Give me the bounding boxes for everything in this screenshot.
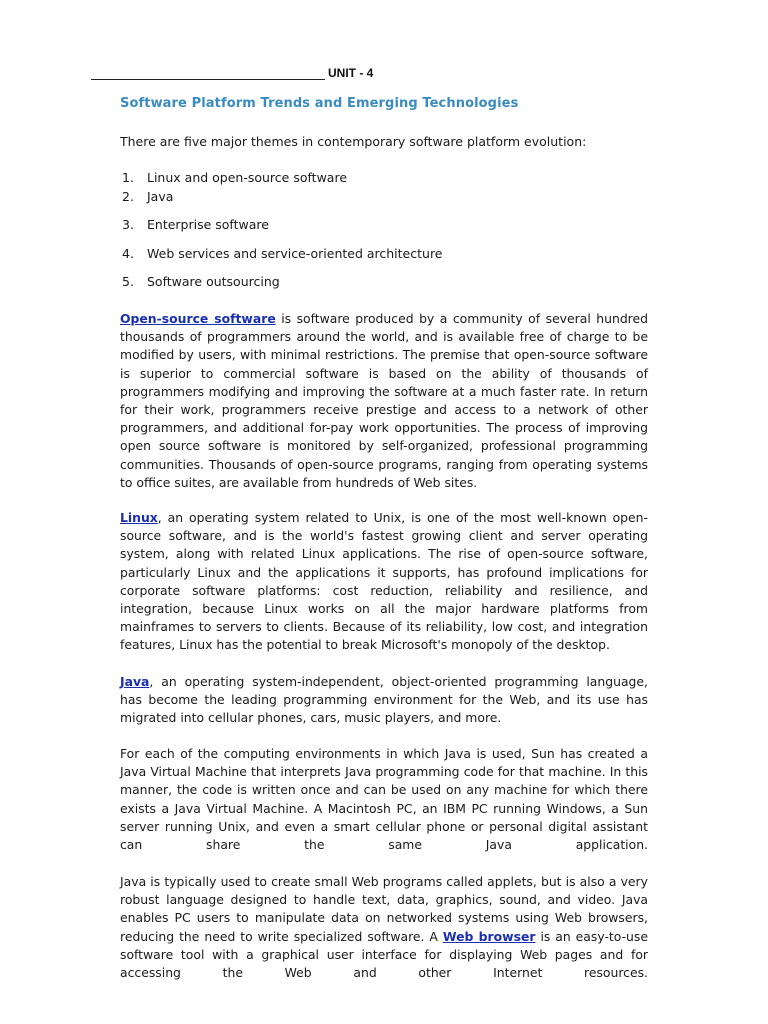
list-item-number: 5. xyxy=(122,274,134,289)
paragraph-text: is software produced by a community of several hundred thousands of programmers around the world, and is available free of charge to be modified by users, with minimal restrictions. The premise that open-source software is superior to commercial software is based on the ability of thousands of programmers modifying and improving the software at a much faster rate. In return for their work, programmers receive prestige and access to a network of other programmers, and additional for-pay work opportunities. The process of improving open source software is monitored by self-organized, professional programming communities. Thousands of open-source programs, ranging from operating systems to office suites, are available from hundreds of Web sites. xyxy=(120,311,648,490)
list-item-number: 2. xyxy=(122,189,134,204)
linux-link[interactable]: Linux xyxy=(120,510,158,525)
list-item xyxy=(120,246,443,261)
paragraph-text: Java is typically used to create small Web programs called applets, but is also a very robust language designed to handle text, data, graphics, sound, and video. Java enables PC users to manipulate data on networked systems using Web browsers, reducing the need to write specialized software. A xyxy=(120,874,648,944)
list-item-label: Linux and open-source software xyxy=(147,170,348,185)
paragraph-text: For each of the computing environments in which Java is used, Sun has created a Java Virtual Machine that interprets Java programming code for that machine. In this manner, the code is written once and can be used on any machine for which there exists a Java Virtual Machine. A Macintosh PC, an IBM PC running Windows, a Sun server running Unix, and even a smart cellular phone or personal digital assistant can share the same Java application. xyxy=(120,746,648,853)
list-item-label: Java xyxy=(147,189,174,204)
list-item xyxy=(120,217,269,232)
list-item-number: 3. xyxy=(122,217,134,232)
list-item-number: 4. xyxy=(122,246,134,261)
paragraph-applets xyxy=(120,873,648,982)
paragraph-open-source xyxy=(120,310,648,492)
list-item xyxy=(120,170,347,185)
paragraph-linux xyxy=(120,509,648,655)
web-browser-link[interactable]: Web browser xyxy=(442,928,536,944)
paragraph-jvm xyxy=(120,745,648,854)
java-link[interactable]: Java xyxy=(120,674,150,689)
list-item xyxy=(120,189,173,204)
paragraph-text: , an operating system related to Unix, is one of the most well-known open-source software, and is the world's fastest growing client and server operating system, along with related Linux applications. The rise of open-source software, particularly Linux and the applications it supports, has profound implications for corporate software platforms: cost reduction, reliability and resilience, and integration, because Linux works on all the major hardware platforms from mainframes to servers to clients. Because of its reliability, low cost, and integration features, Linux has the potential to break Microsoft's monopoly of the desktop. xyxy=(120,510,648,653)
paragraph-java xyxy=(120,673,648,728)
list-item-label: Web services and service-oriented architecture xyxy=(147,246,443,261)
open-source-software-link[interactable]: Open-source software xyxy=(120,311,276,326)
unit-label: UNIT - 4 xyxy=(328,66,374,80)
list-item-number: 1. xyxy=(122,170,134,185)
intro-text: There are five major themes in contemporary software platform evolution: xyxy=(120,134,587,149)
paragraph-text: is an easy-to-use software tool with a graphical user interface for displaying Web pages and for accessing the Web and other Internet resources. xyxy=(120,928,648,981)
unit-underline-rule xyxy=(91,66,325,80)
list-item xyxy=(120,274,280,289)
list-item-label: Enterprise software xyxy=(147,217,269,232)
page-title: Software Platform Trends and Emerging Technologies xyxy=(120,96,519,111)
paragraph-text: , an operating system-independent, object-oriented programming language, has become the leading programming environment for the Web, and its use has migrated into cellular phones, cars, music players, and more. xyxy=(120,674,648,726)
list-item-label: Software outsourcing xyxy=(147,274,280,289)
